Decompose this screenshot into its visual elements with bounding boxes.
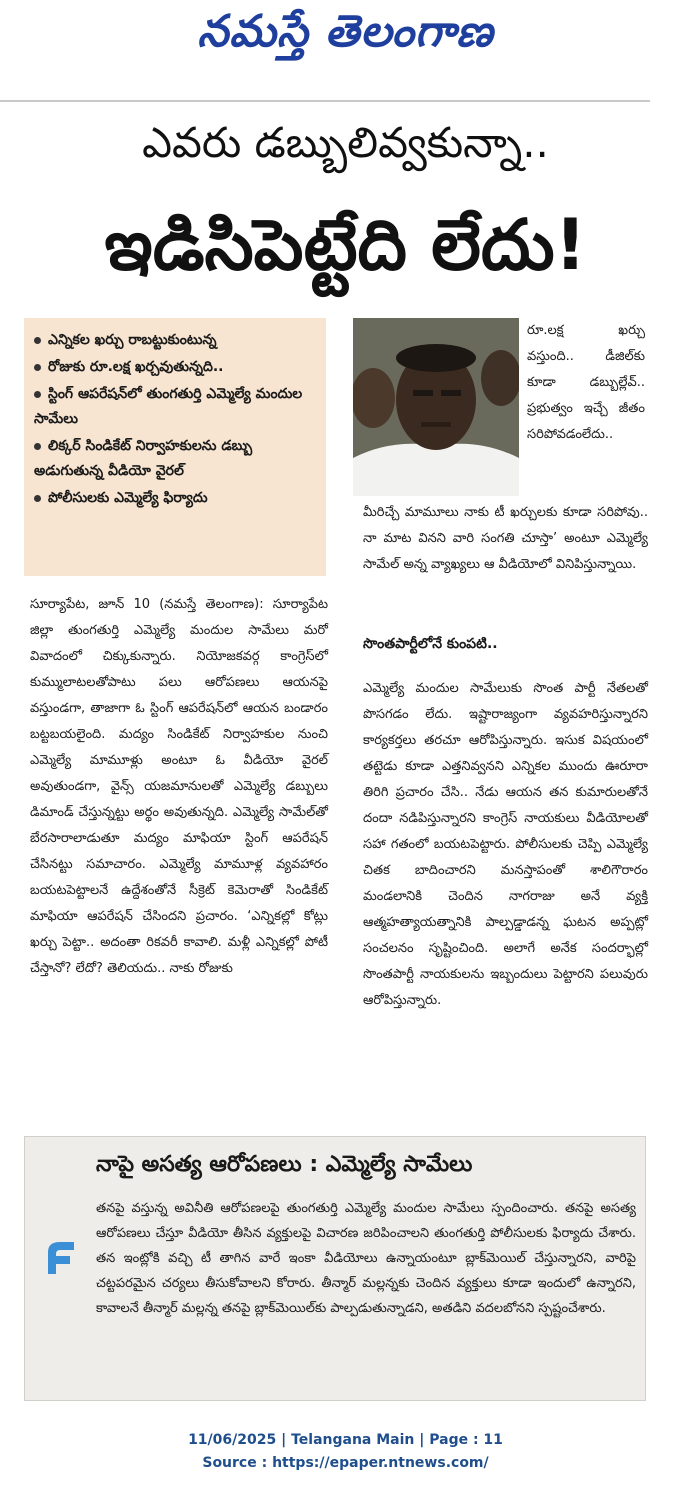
highlight-item: రోజుకు రూ.లక్ష ఖర్చవుతున్నది.. (34, 355, 320, 380)
sidebar-title: నాపై అసత్య ఆరోపణలు : ఎమ్మెల్యే సామేలు (96, 1152, 473, 1177)
bullet-icon (34, 364, 41, 371)
portrait-illustration (353, 318, 519, 496)
article-right-top: రూ.లక్ష ఖర్చు వస్తుంది.. డీజిల్‌కు కూడా డబ్బుల్లేవ్.. ప్రభుత్వం ఇచ్చే జీతం సరిపోవడంలేదు.. (527, 323, 645, 442)
footer-date-line: 11/06/2025 | Telangana Main | Page : 11 (188, 1432, 503, 1448)
article-right-bottom: ఎమ్మెల్యే మందుల సామేలుకు సొంత పార్టీ నేతలతో పొసగడం లేదు. ఇష్టారాజ్యంగా వ్యవహరిస్తున్నారని కార్యకర్తలు తరచూ ఆరోపిస్తున్నారు. ఇసుక విషయంలో తట్టెడు కూడా ఎత్తనివ్వనని ఎన్నికల ముందు ఊరూరా తిరిగి ప్రచారం చేసి.. నేడు ఆయన తన కుమారులతోనే దందా నడిపిస్తున్నారని కాంగ్రెస్ నాయకులు వీడియోలతో సహా గతంలో బయటపెట్టారు. పోలీసులకు చెప్పి ఎమ్మెల్యే చితక బాదించారని మనస్తాపంతో శాలిగౌరారం మండలానికి చెందిన నాగరాజు అనే వ్యక్తి ఆత్మహత్యాయత్నానికి పాల్పడ్డాడన్న ఘటన అప్పట్లో సంచలనం సృష్టించింది. అలాగే అనేక సందర్భాల్లో సొంతపార్టీ నాయకులను ఇబ్బందులు పెట్టారని పలువురు ఆరోపిస్తున్నారు. (363, 681, 648, 1008)
sidebar-body: తనపై వస్తున్న అవినీతి ఆరోపణలపై తుంగతుర్తి ఎమ్మెల్యే మందుల సామేలు స్పందించారు. తనపై అసత్య ఆరోపణలు చేస్తూ వీడియో తీసిన వ్యక్తులపై విచారణ జరిపించాలని తుంగతుర్తి పోలీసులకు ఫిర్యాదు చేశారు. తన ఇంట్లోకి వచ్చి టీ తాగిన వారే ఇంకా వీడియోలు ఉన్నాయంటూ బ్లాక్‌మెయిల్ చేస్తున్నారని, వారిపై చట్టపరమైన చర్యలు తీసుకోవాలని కోరారు. తీన్మార్ మల్లన్నకు చెందిన వ్యక్తులు కూడా ఇందులో ఉన్నారని, కావాలనే తీన్మార్ మల్లన్న తనపై బ్లాక్‌మెయిల్‌కు పాల్పడుతున్నాడని, అతడిని వదలబోనని స్పష్టంచేశారు. (96, 1201, 636, 1316)
article-subhead: సొంతపార్టీలోనే కుంపటి.. (363, 636, 498, 652)
highlight-item: స్టింగ్ ఆపరేషన్‌లో తుంగతుర్తి ఎమ్మెల్యే మందుల సామేలు (34, 386, 303, 427)
highlight-item: లిక్కర్ సిండికేట్ నిర్వాహకులను డబ్బు అడుగుతున్న వీడియో వైరల్ (34, 438, 253, 479)
mla-photo (353, 318, 519, 496)
bullet-icon (34, 443, 41, 450)
masthead-divider (0, 100, 650, 102)
bullet-icon (34, 495, 41, 502)
highlight-item: పోలీసులకు ఎమ్మెల్యే ఫిర్యాదు (34, 486, 320, 511)
bullet-icon (34, 391, 41, 398)
article-right-mid: మీరిచ్చే మామూలు నాకు టీ ఖర్చులకు కూడా సరిపోవు.. నా మాట వినని వారి సంగతి చూస్తా’ అంటూ ఎమ్మెల్యే సామేల్ అన్న వ్యాఖ్యలు ఆ వీడియోలో వినిపిస్తున్నాయి. (363, 505, 648, 572)
highlight-item: ఎన్నికల ఖర్చు రాబట్టుకుంటున్న (34, 328, 320, 353)
headline-line1: ఎవరు డబ్బులివ్వకున్నా.. (142, 118, 549, 167)
footer-source-link[interactable]: Source : https://epaper.ntnews.com/ (202, 1455, 489, 1471)
article-left-column: సూర్యాపేట, జూన్ 10 (నమస్తే తెలంగాణ): సూర్యాపేట జిల్లా తుంగతుర్తి ఎమ్మెల్యే మందుల సామేలు మరో వివాదంలో చిక్కుకున్నారు. నియోజకవర్గ కాంగ్రెస్‌లో కుమ్ములాటలతోపాటు పలు ఆరోపణలు ఆయనపై వస్తుండగా, తాజాగా ఓ స్టింగ్ ఆపరేషన్‌లో ఆయన బండారం బట్టబయలైంది. మద్యం సిండికేట్ నిర్వాహకుల నుంచి ఎమ్మెల్యే మామూళ్లు అంటూ ఓ వీడియో వైరల్ అవుతుండగా, వైన్స్ యజమానులతో ఎమ్మెల్యే డబ్బులు డిమాండ్ చేస్తున్నట్టు అర్థం అవుతున్నది. ఎమ్మెల్యే సామేల్‌తో బేరసారాలాడుతూ మద్యం మాఫియా స్టింగ్ ఆపరేషన్ చేసినట్టు సమాచారం. ఎమ్మెల్యే మామూళ్ల వ్యవహారం బయటపెట్టాలనే ఉద్దేశంతోనే సీక్రెట్ కెమెరాతో సిండికేట్ మాఫియా ఆపరేషన్ చేసిందని ప్రచారం. ‘ఎన్నికల్లో కోట్లు ఖర్చు పెట్టా.. అదంతా రికవరీ కావాలి. మళ్లీ ఎన్నికల్లో పోటీ చేస్తానో? లేదో? తెలియదు.. నాకు రోజుకు (30, 597, 328, 976)
publication-logo-icon (44, 1238, 78, 1278)
masthead-title: నమస్తే తెలంగాణ (197, 6, 494, 57)
headline-line2: ఇడిసిపెట్టేది లేదు! (104, 204, 587, 286)
highlights-box (24, 318, 326, 576)
bullet-icon (34, 337, 41, 344)
